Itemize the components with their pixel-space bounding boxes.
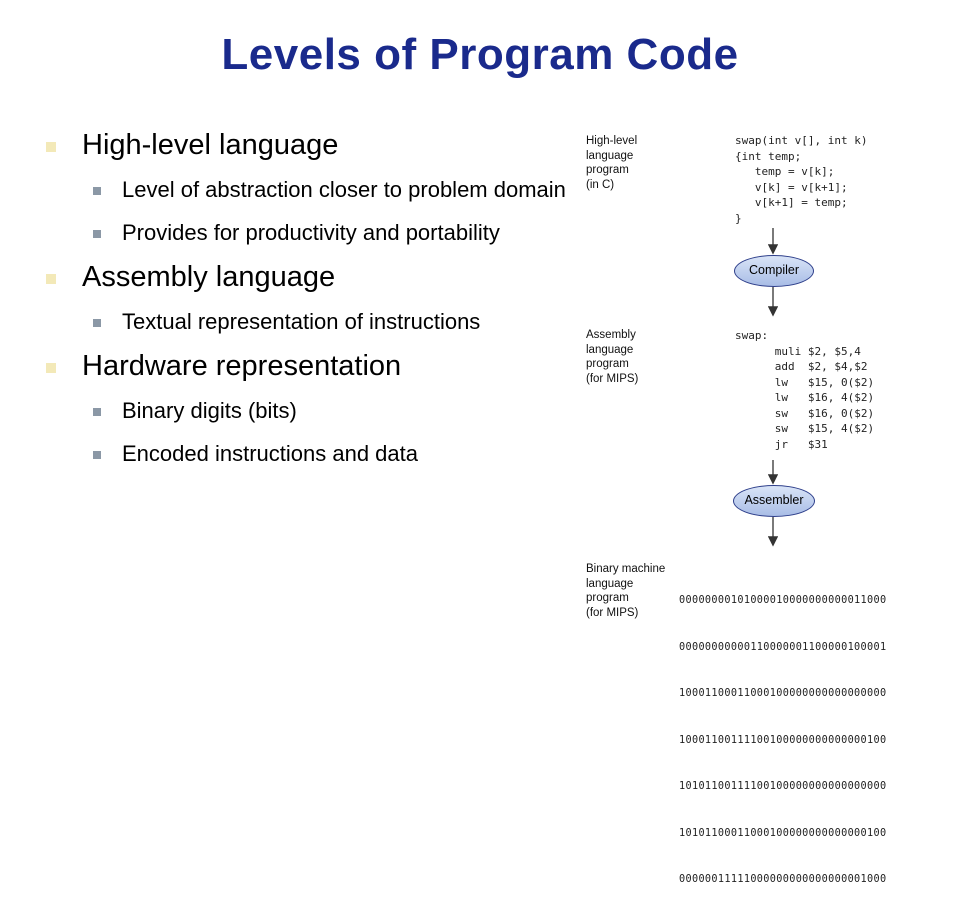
label-line: program <box>586 592 629 604</box>
subbullet-text: Encoded instructions and data <box>122 441 418 466</box>
binary-row: 10101100011000100000000000000100 <box>679 827 887 839</box>
bullet-text: Assembly language <box>82 261 336 293</box>
label-line: language <box>586 149 634 162</box>
label-line: program <box>586 164 629 176</box>
high-level-program-label <box>586 134 637 192</box>
subbullet-text: Provides for productivity and portability <box>122 220 500 245</box>
subbullet-text: Textual representation of instructions <box>122 309 481 334</box>
assembler-oval: Assembler <box>733 485 815 517</box>
binary-row: 00000000000110000001100000100001 <box>679 641 887 653</box>
slide-title: Levels of Program Code <box>221 30 739 79</box>
binary-machine-code <box>679 562 886 919</box>
binary-row: 00000011111000000000000000001000 <box>679 874 887 885</box>
binary-row: 10001100111100100000000000000100 <box>679 734 887 746</box>
label-line: (for MIPS) <box>586 606 639 619</box>
label-line: (in C) <box>586 178 615 191</box>
binary-row: 00000000101000010000000000011000 <box>679 595 887 606</box>
label-line: program <box>586 358 629 370</box>
label-line: Assembly <box>586 329 636 341</box>
c-source-code: swap(int v[], int k) {int temp; temp = v[k]; v[k] = v[k+1]; v[k+1] = temp; } <box>735 134 868 225</box>
label-line: (for MIPS) <box>586 372 639 385</box>
compiler-oval: Compiler <box>734 255 814 287</box>
binary-row: 10101100111100100000000000000000 <box>679 781 887 792</box>
binary-program-label <box>586 562 665 620</box>
mips-assembly-code: swap: muli $2, $5,4 add $2, $4,$2 lw $15, 0($2) lw $16, 4($2) sw $16, 0($2) sw $15, 4($2) jr $31 <box>735 329 875 451</box>
label-line: High-level <box>586 135 638 147</box>
label-line: Binary machine <box>586 563 666 575</box>
subbullet-text: Binary digits (bits) <box>122 398 297 423</box>
label-line: language <box>586 577 634 590</box>
label-line: language <box>586 343 634 356</box>
binary-row: 10001100011000100000000000000000 <box>679 688 887 699</box>
bullet-text: Hardware representation <box>82 350 402 382</box>
bullet-text: High-level language <box>82 129 339 161</box>
assembly-program-label <box>586 328 638 386</box>
subbullet-text: Level of abstraction closer to problem domain <box>122 177 566 202</box>
